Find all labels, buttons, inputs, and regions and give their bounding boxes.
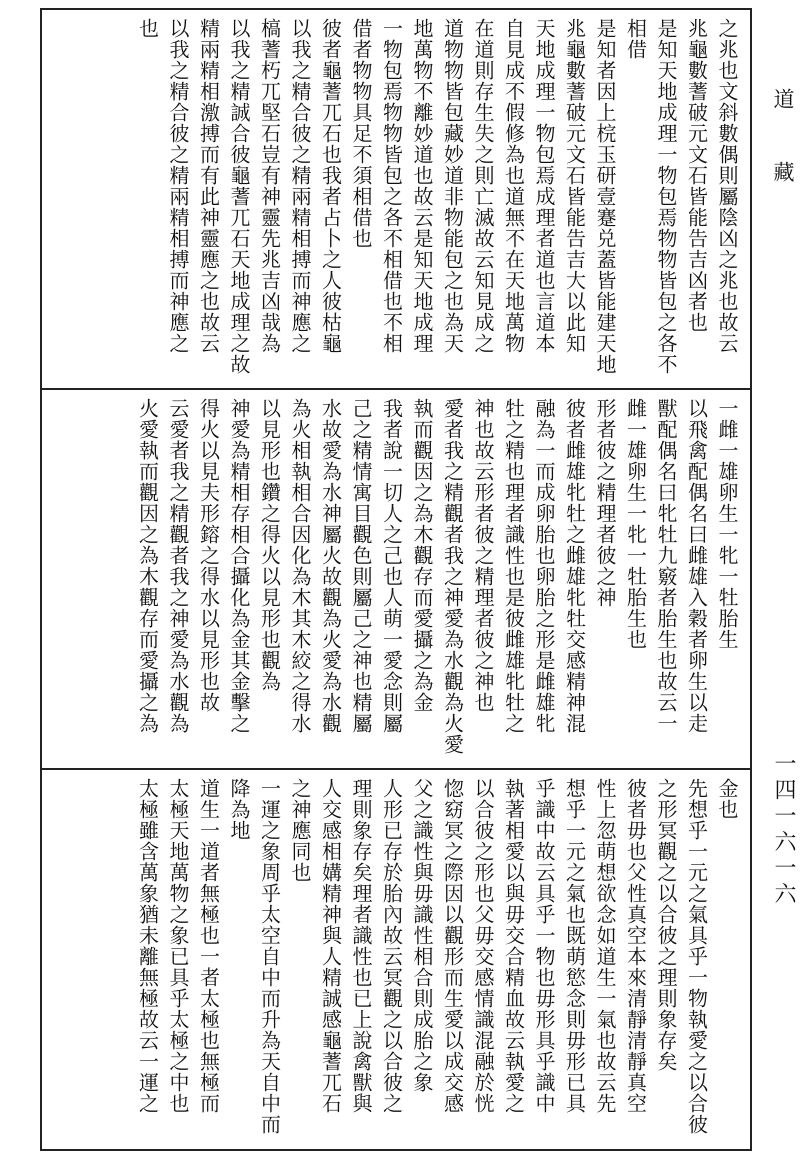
text-panel-bottom — [52, 778, 742, 1140]
text-column: 人形已存於胎內故云冥觀之以合彼之 — [379, 778, 404, 1114]
text-column: 地萬物不離妙道也故云是知天地成理 — [410, 18, 434, 354]
text-column: 彼者毋也父性真空本來清靜清靜真空 — [623, 778, 648, 1114]
text-column: 執而觀因之為木觀存而愛攝之為金 — [410, 398, 434, 713]
text-column: 雌一雄卵生一牝一牡胎生也 — [623, 398, 648, 650]
text-column: 降為地 — [227, 778, 251, 841]
text-column: 道物物皆包藏妙道非物能包之也為天 — [440, 18, 465, 354]
text-column: 也 — [135, 18, 160, 39]
text-column: 為火相執相合因化為木其木絞之得水 — [288, 398, 312, 734]
text-column: 以合彼之形也父毋交感情識混融於恍 — [471, 778, 495, 1114]
text-column: 借者物物具足不須相借也 — [349, 18, 373, 249]
text-column: 一雌一雄卵生一牝一牡胎生 — [715, 398, 739, 650]
text-column: 是知天地成理一物包焉物物皆包之各不 — [654, 18, 678, 375]
text-column: 相借 — [623, 18, 648, 60]
text-column: 神也故云形者彼之精理者彼之神也 — [471, 398, 495, 713]
text-column: 槁蓍朽兀堅石豈有神靈先兆吉凶哉為 — [257, 18, 282, 354]
text-panel-middle — [52, 398, 742, 760]
text-column: 融為一而成卵胎也卵胎之形是雌雄牝 — [532, 398, 556, 734]
text-column: 之形冥觀之以合彼之理則象存矣 — [654, 778, 678, 1072]
text-column: 得火以見夫形鎔之得水以見形也故 — [196, 398, 221, 713]
text-column: 形者彼之精理者彼之神 — [593, 398, 617, 608]
text-column: 道生一道者無極也一者太極也無極而 — [196, 778, 221, 1114]
text-column: 水故愛為水神屬火故觀為火愛為水觀 — [318, 398, 343, 734]
page-number: 一四一六一六 — [771, 752, 796, 908]
text-column: 云愛者我之精觀者我之神愛為水觀為 — [166, 398, 190, 734]
text-column: 自見成不假修為也道無不在天地萬物 — [501, 18, 526, 354]
text-column: 彼者雌雄牝牡之雌雄牝牡交感精神混 — [562, 398, 587, 734]
text-column: 之神應同也 — [288, 778, 312, 883]
text-column: 神愛為精相存相合攝化為金其金擊之 — [227, 398, 251, 734]
text-column: 太極天地萬物之象已具乎太極之中也 — [166, 778, 190, 1114]
text-column: 精兩精相激搏而有此神靈應之也故云 — [196, 18, 221, 354]
text-column: 己之精情寓目觀色則屬己之神也精屬 — [349, 398, 373, 734]
text-column: 父之識性與毋識性相合則成胎之象 — [410, 778, 434, 1093]
text-column: 先想乎一元之氣具乎一物執愛之以合彼 — [684, 778, 709, 1135]
text-column: 牡之精也理者識性也是彼雌雄牝牡之 — [501, 398, 526, 734]
text-column: 一物包焉物物皆包之各不相借也不相 — [379, 18, 404, 354]
text-column: 以飛禽配偶名曰雌雄入穀者卵生以走 — [684, 398, 709, 734]
text-column: 是知者因上梡玉研壹蹇兑蓋皆能建天地 — [593, 18, 617, 375]
text-column: 一運之象周乎太空自中而升為天自中而 — [257, 778, 282, 1135]
text-panel-top — [52, 18, 742, 380]
text-column: 惚窈冥之際因以觀形而生愛以成交感 — [440, 778, 465, 1114]
text-column: 獸配偶名曰牝牡九竅者胎生也故云一 — [654, 398, 678, 734]
text-column: 人交感相媾精神與人精誠感龜蓍兀石 — [318, 778, 343, 1114]
text-column: 性上忽萌想欲念如道生一氣也故云先 — [593, 778, 617, 1114]
text-column: 以我之精合彼之精兩精相搏而神應之 — [288, 18, 312, 354]
text-column: 以我之精合彼之精兩精相搏而神應之 — [166, 18, 190, 354]
text-column: 太極雖含萬象猶未離無極故云一運之 — [135, 778, 160, 1114]
text-column: 火愛執而觀因之為木觀存而愛攝之為 — [135, 398, 160, 734]
text-column: 想乎一元之氣也既萌慾念則毋形已具 — [562, 778, 587, 1114]
text-column: 兆龜數蓍破元文石皆能告吉大以此知 — [562, 18, 587, 354]
text-column: 理則象存矣理者識性也已上說禽獸與 — [349, 778, 373, 1114]
text-column: 之兆也文斜數偶則屬陰凶之兆也故云 — [715, 18, 739, 354]
text-column: 我者說一切人之己也人萌一愛念則屬 — [379, 398, 404, 734]
text-column: 愛者我之精觀者我之神愛為水觀為火愛 — [440, 398, 465, 755]
text-column: 以我之精誠合彼龜蓍兀石天地成理之故 — [227, 18, 251, 375]
text-column: 金也 — [715, 778, 739, 820]
text-column: 在道則存生失之則亡滅故云知見成之 — [471, 18, 495, 354]
text-column: 以見形也鑽之得火以見形也觀為 — [257, 398, 282, 692]
text-column: 乎識中故云具乎一物也毋形具乎識中 — [532, 778, 556, 1114]
text-column: 執著相愛以與毋交合精血故云執愛之 — [501, 778, 526, 1114]
text-column: 兆龜數蓍破元文石皆能告吉凶者也 — [684, 18, 709, 333]
book-title: 道藏 — [771, 88, 795, 234]
text-column: 天地成理一物包焉成理者道也言道本 — [532, 18, 556, 354]
page-frame — [40, 8, 752, 1151]
section-divider — [42, 768, 750, 770]
section-divider — [42, 388, 750, 390]
text-column: 彼者龜蓍兀石也我者占卜之人彼枯龜 — [318, 18, 343, 354]
